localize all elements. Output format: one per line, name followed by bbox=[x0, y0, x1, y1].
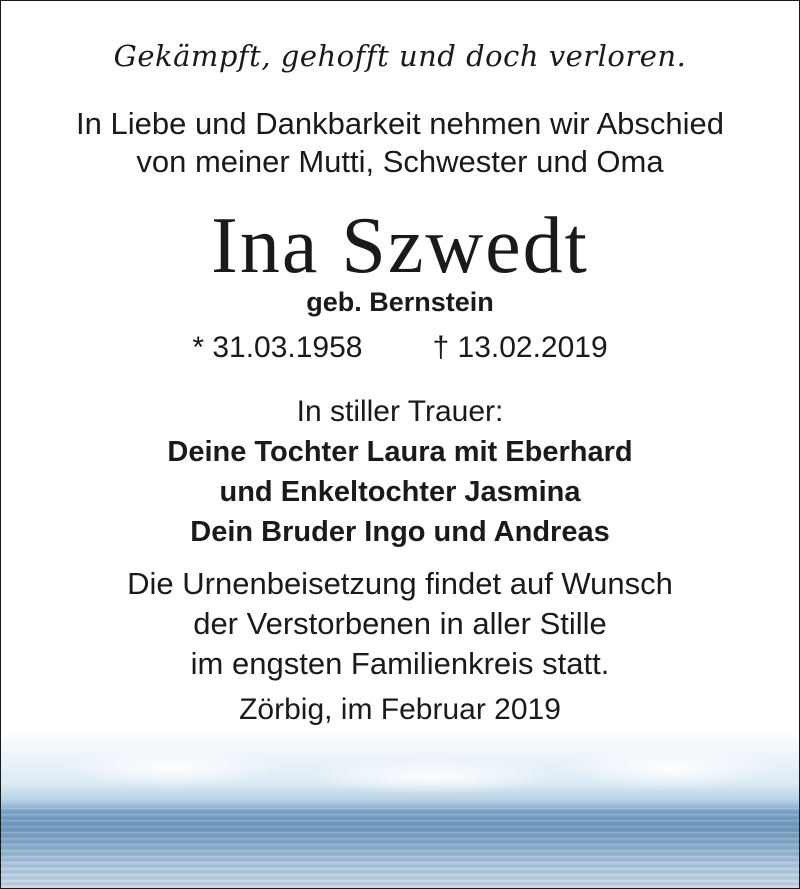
intro-line: von meiner Mutti, Schwester und Oma bbox=[136, 144, 664, 179]
cloud-shape bbox=[561, 746, 781, 790]
mourner-line: und Enkeltochter Jasmina bbox=[219, 476, 581, 508]
mourner-line: Dein Bruder Ingo und Andreas bbox=[190, 516, 610, 548]
burial-note bbox=[1, 564, 799, 684]
maiden-name: geb. Bernstein bbox=[306, 287, 494, 317]
burial-line: der Verstorbenen in aller Stille bbox=[193, 606, 607, 641]
death-date: † 13.02.2019 bbox=[432, 331, 608, 364]
waves-texture bbox=[1, 808, 799, 888]
intro-line: In Liebe und Dankbarkeit nehmen wir Abschied bbox=[76, 106, 724, 141]
grief-intro: In stiller Trauer: bbox=[296, 395, 504, 428]
burial-line: im engsten Familienkreis statt. bbox=[190, 646, 610, 681]
mourners-list bbox=[1, 432, 799, 552]
cloud-shape bbox=[61, 748, 281, 788]
birth-date: * 31.03.1958 bbox=[192, 331, 363, 364]
burial-line: Die Urnenbeisetzung findet auf Wunsch bbox=[127, 566, 673, 601]
place-date: Zörbig, im Februar 2019 bbox=[239, 693, 561, 726]
mourner-line: Deine Tochter Laura mit Eberhard bbox=[167, 436, 633, 468]
sea-background-image bbox=[1, 728, 799, 888]
motto: Gekämpft, gehofft und doch verloren. bbox=[113, 39, 687, 73]
intro-text bbox=[1, 105, 799, 181]
deceased-name: Ina Szwedt bbox=[211, 202, 589, 290]
cloud-shape bbox=[301, 758, 561, 794]
life-dates bbox=[1, 331, 799, 365]
